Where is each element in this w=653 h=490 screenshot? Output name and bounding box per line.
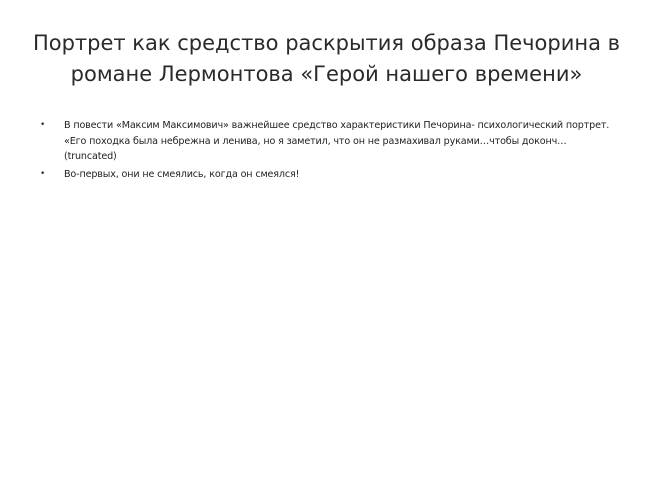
bullet-item-2 <box>34 167 618 183</box>
slide-title-line-2: романе Лермонтова «Герой нашего времени» <box>70 62 583 86</box>
slide-title-line-1: Портрет как средство раскрытия образа Печорина в <box>32 31 621 55</box>
slide-title <box>24 28 629 90</box>
slide-bullet-list <box>34 118 618 184</box>
bullet-dot-icon: • <box>40 168 46 179</box>
bullet-item-1 <box>34 118 618 165</box>
bullet-text-2: Во-первых, они не смеялись, когда он смеялся! <box>64 168 300 180</box>
bullet-dot-icon: • <box>40 120 46 130</box>
bullet-text-1: В повести «Максим Максимович» важнейшее средство характеристики Печорина- психологический портрет. «Его походка была небрежна и ленива, но я заметил, что он не размахивал руками…чтобы доконч… (truncated) <box>64 120 610 163</box>
